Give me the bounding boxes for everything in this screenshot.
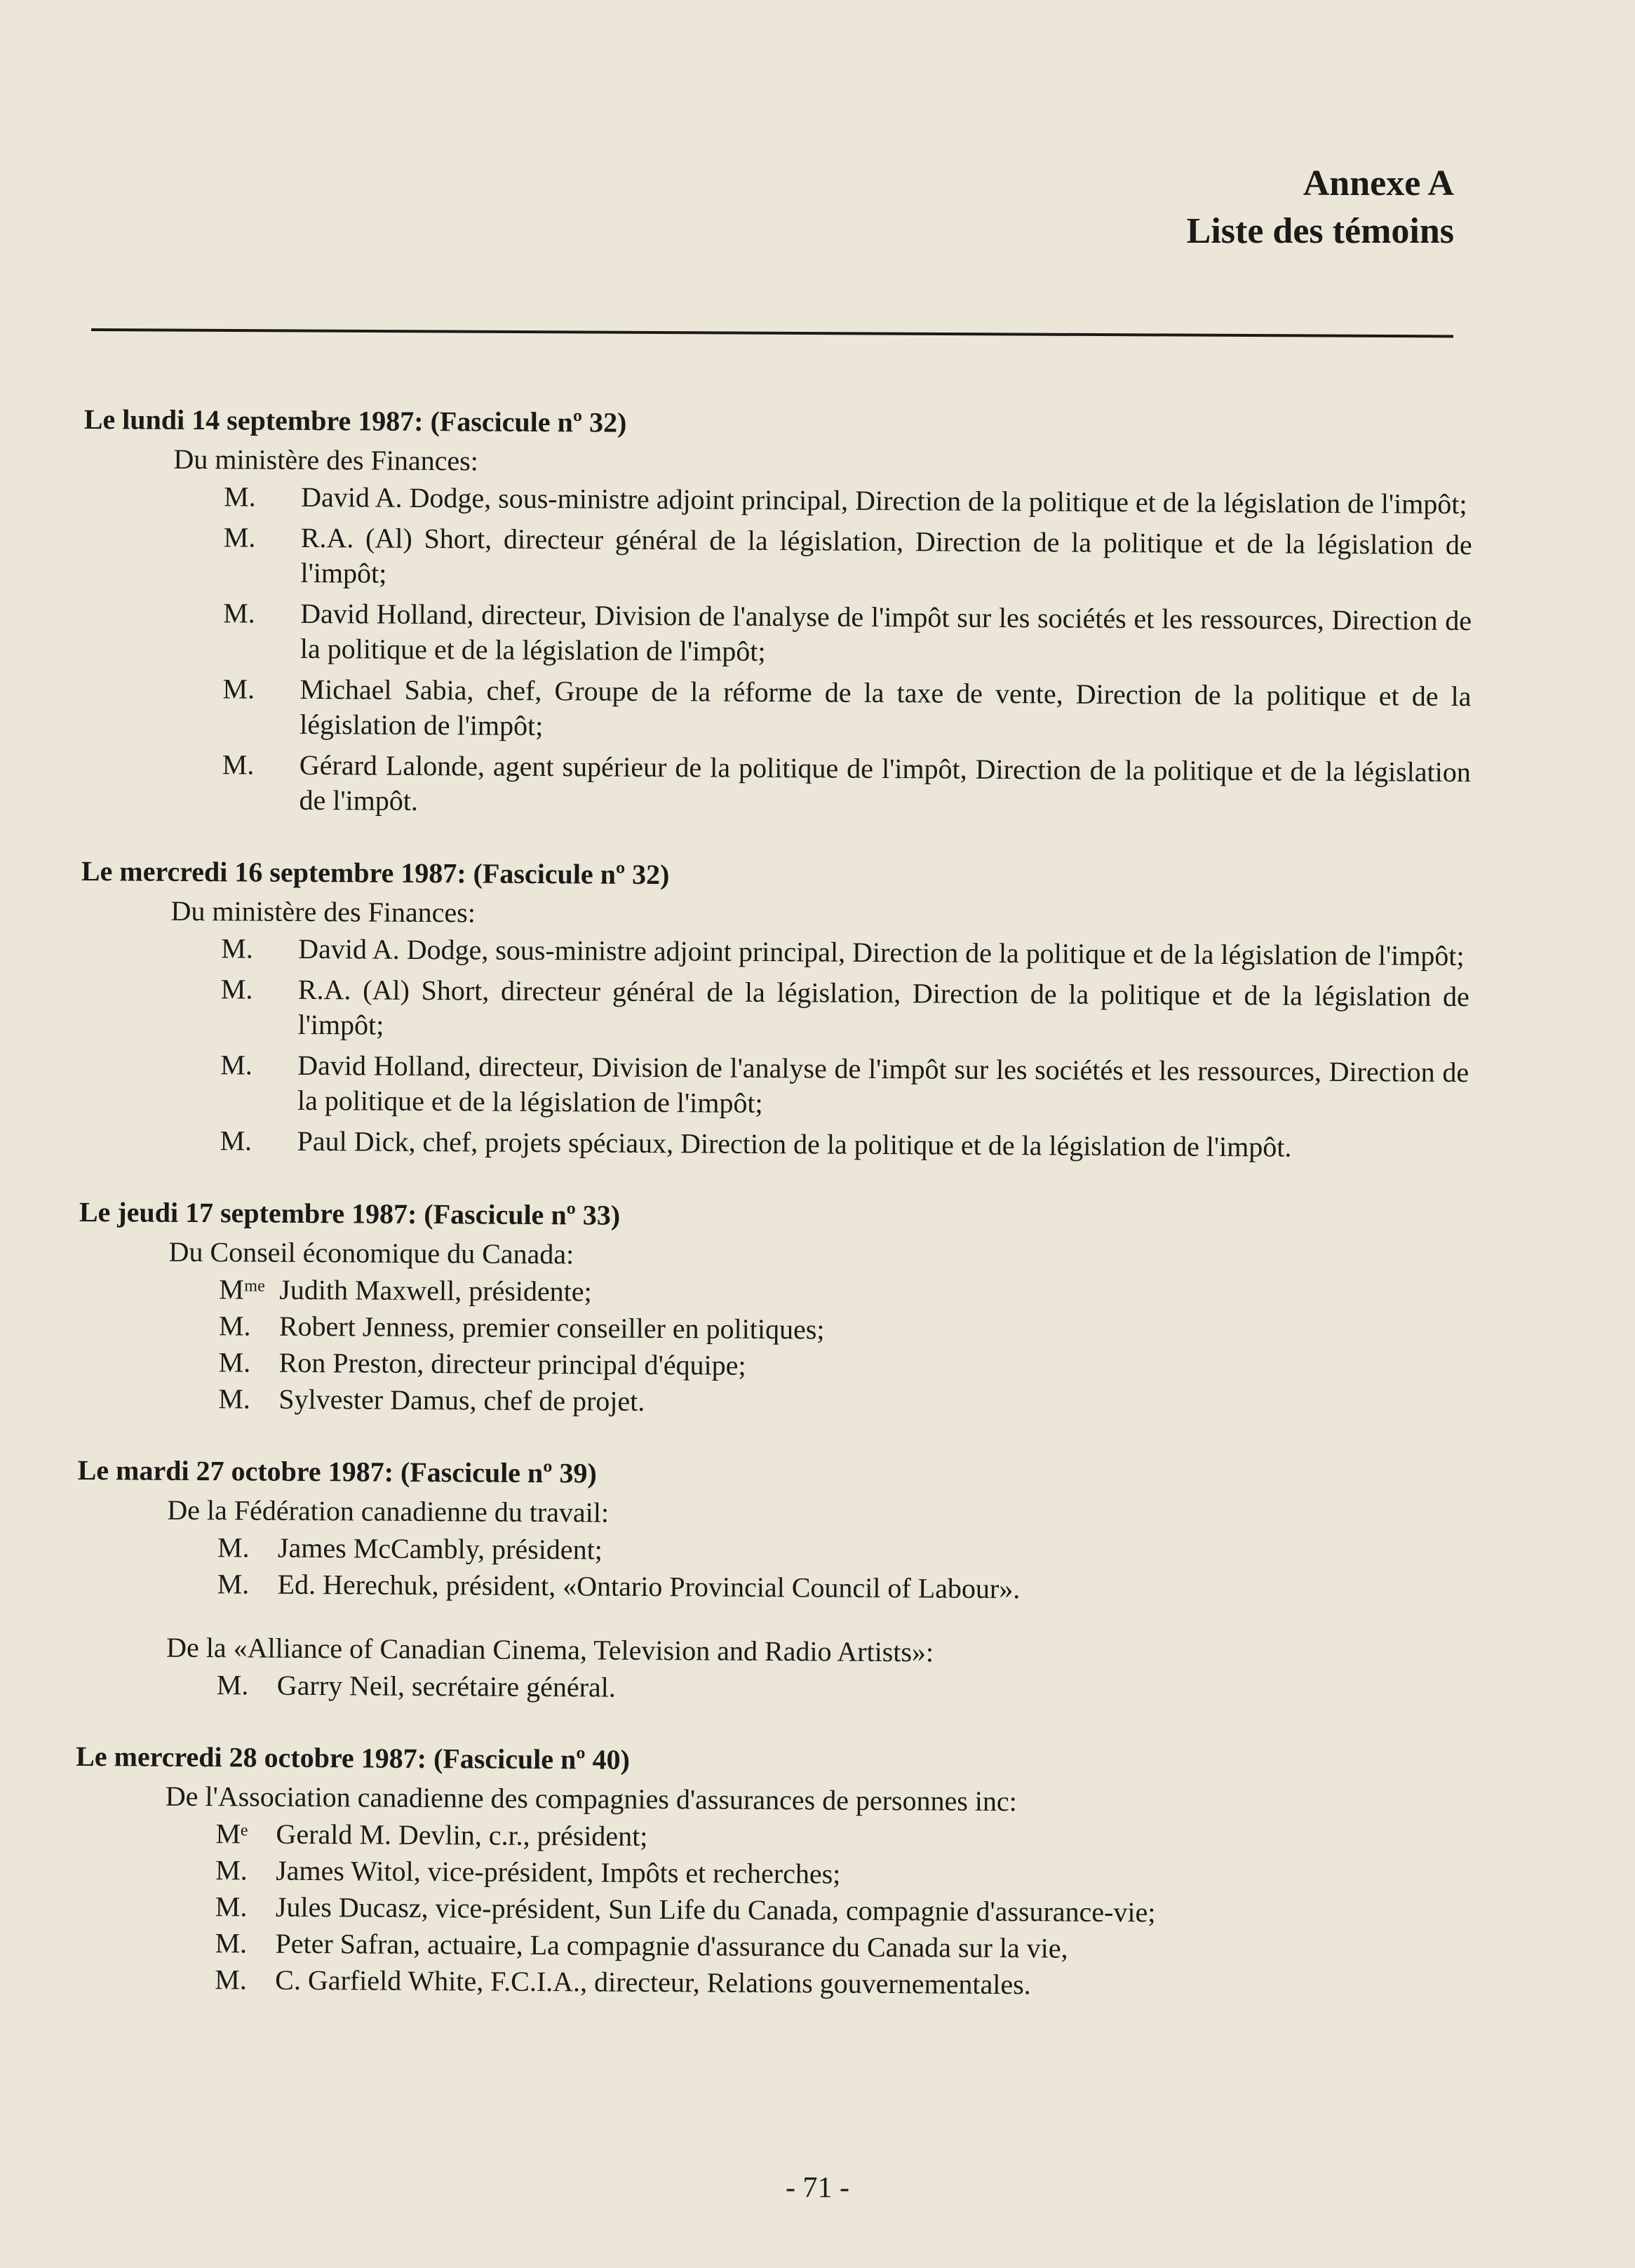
witness-details: R.A. (Al) Short, directeur général de la législation, Direction de la politique et de la législation de l'impôt; (297, 973, 1469, 1041)
witness-entry (224, 479, 1472, 522)
organization-group (78, 1232, 1468, 1424)
witness-title: M. (220, 1125, 253, 1157)
witness-details: Ed. Herechuk, président, «Ontario Provincial Council of Labour». (277, 1568, 1021, 1605)
witness-details: C. Garfield White, F.C.I.A., directeur, Relations gouvernementales. (275, 1964, 1031, 2001)
witness-entry (219, 1272, 1467, 1315)
witness-details: Gerald M. Devlin, c.r., président; (276, 1818, 648, 1852)
session-heading: Le jeudi 17 septembre 1987: (Fascicule nº 33) (79, 1195, 621, 1231)
witness-title: M. (222, 749, 255, 781)
organization-name: Du ministère des Finances: (170, 894, 476, 929)
witness-title: M. (220, 973, 253, 1005)
witness-details: Michael Sabia, chef, Groupe de la réforme de la taxe de vente, Direction de la politique et de la législation de l'impôt; (300, 673, 1472, 742)
organization-group (77, 1490, 1467, 1609)
witness-details: David Holland, directeur, Division de l'analyse de l'impôt sur les sociétés et les ressources, Direction de la politique et de la législation de l'impôt; (297, 1049, 1469, 1119)
witness-details: David Holland, directeur, Division de l'analyse de l'impôt sur les sociétés et les ressources, Direction de la politique et de la législation de l'impôt; (300, 597, 1472, 667)
witness-title: M. (221, 932, 253, 965)
session-heading: Le lundi 14 septembre 1987: (Fascicule nº 32) (83, 403, 627, 438)
session-section (81, 400, 1473, 825)
witness-details: Robert Jenness, premier conseiller en politiques; (278, 1310, 825, 1346)
witness-title: M. (223, 597, 255, 629)
header-divider (91, 328, 1453, 337)
session-heading: Le mercredi 16 septembre 1987: (Fascicule nº 32) (81, 854, 670, 891)
organization-name: Du ministère des Finances: (173, 443, 478, 477)
witness-title: M. (217, 1568, 250, 1600)
witness-title: M. (217, 1531, 250, 1564)
annex-title: Annexe A (1303, 163, 1454, 203)
session-section (76, 1451, 1467, 1710)
witness-title: M. (224, 481, 256, 513)
witness-entry (223, 520, 1472, 598)
witness-title: M. (215, 1964, 247, 1996)
witness-entry (215, 1889, 1464, 1932)
witness-title: M. (216, 1669, 249, 1701)
witness-title: Mᵉ (215, 1818, 248, 1850)
organization-name: De la «Alliance of Canadian Cinema, Television and Radio Artists»: (166, 1631, 934, 1668)
witness-entry (220, 1123, 1468, 1166)
witness-title: M. (218, 1310, 251, 1342)
witness-entry (220, 1047, 1469, 1125)
session-section (78, 1193, 1468, 1424)
organization-group (79, 891, 1469, 1166)
organization-group (74, 1776, 1465, 2005)
witness-title: M. (220, 1049, 253, 1081)
witness-entries (74, 1816, 1465, 2005)
witness-title: M. (215, 1854, 248, 1886)
witness-entry (220, 972, 1469, 1049)
witness-entries (81, 478, 1472, 825)
witness-entry (215, 1853, 1464, 1895)
witness-details: Gérard Lalonde, agent supérieur de la politique de l'impôt, Direction de la politique et de la législation de l'impôt. (299, 749, 1471, 817)
witness-details: James McCambly, président; (277, 1531, 603, 1566)
witness-details: David A. Dodge, sous-ministre adjoint principal, Direction de la politique et de la législation de l'impôt; (301, 481, 1467, 521)
organization-name: Du Conseil économique du Canada: (168, 1235, 574, 1270)
session-section (79, 852, 1470, 1166)
witness-details: Garry Neil, secrétaire général. (276, 1669, 616, 1703)
witness-entry (215, 1816, 1464, 1859)
organization-name: De l'Association canadienne des compagnies d'assurances de personnes inc: (165, 1780, 1017, 1818)
witness-title: M. (215, 1927, 248, 1959)
witness-title: M. (218, 1346, 251, 1378)
witness-details: Ron Preston, directeur principal d'équipe; (278, 1346, 746, 1381)
witness-title: M. (222, 673, 255, 705)
witness-details: James Witol, vice-président, Impôts et recherches; (276, 1854, 841, 1890)
witness-details: David A. Dodge, sous-ministre adjoint principal, Direction de la politique et de la législation de l'impôt; (298, 932, 1465, 972)
witness-entry (217, 1566, 1466, 1609)
witness-details: Jules Ducasz, vice-président, Sun Life du Canada, compagnie d'assurance-vie; (275, 1891, 1156, 1928)
witness-title: M. (218, 1383, 251, 1415)
witness-entry (222, 671, 1472, 749)
session-heading: Le mardi 27 octobre 1987: (Fascicule nº 39) (77, 1454, 597, 1489)
witness-details: R.A. (Al) Short, directeur général de la législation, Direction de la politique et de la législation de l'impôt; (300, 521, 1472, 589)
witness-entry (223, 596, 1472, 673)
witness-entry (219, 1308, 1467, 1351)
witness-entry (218, 1381, 1467, 1424)
witness-entry (218, 1345, 1467, 1388)
page-title: Liste des témoins (1186, 210, 1454, 251)
witness-details: Judith Maxwell, présidente; (279, 1273, 592, 1308)
witness-entry (215, 1962, 1463, 2005)
organization-group (81, 439, 1472, 825)
witness-entry (221, 931, 1469, 974)
witness-entry (217, 1668, 1465, 1710)
witness-entries (77, 1529, 1467, 1609)
witness-entries (78, 1271, 1467, 1424)
session-section (74, 1737, 1465, 2005)
witness-entries (76, 1667, 1465, 1710)
witness-entries (79, 930, 1469, 1166)
session-heading: Le mercredi 28 octobre 1987: (Fascicule nº 40) (76, 1740, 630, 1776)
witness-title: M. (223, 521, 256, 553)
witness-details: Sylvester Damus, chef de projet. (278, 1383, 645, 1417)
organization-group (76, 1628, 1466, 1710)
witness-details: Paul Dick, chef, projets spéciaux, Direction de la politique et de la législation de l'impôt. (297, 1125, 1292, 1163)
page-number: - 71 - (786, 2172, 849, 2204)
witness-entry (222, 747, 1471, 825)
witness-entry (217, 1530, 1466, 1573)
page-header (1187, 160, 1454, 255)
witness-title: M. (215, 1891, 248, 1923)
witness-list (74, 400, 1473, 2040)
organization-name: De la Fédération canadienne du travail: (167, 1494, 610, 1529)
witness-entry (215, 1926, 1463, 1968)
witness-title: Mᵐᵉ (219, 1273, 265, 1306)
witness-details: Peter Safran, actuaire, La compagnie d'assurance du Canada sur la vie, (275, 1927, 1068, 1964)
